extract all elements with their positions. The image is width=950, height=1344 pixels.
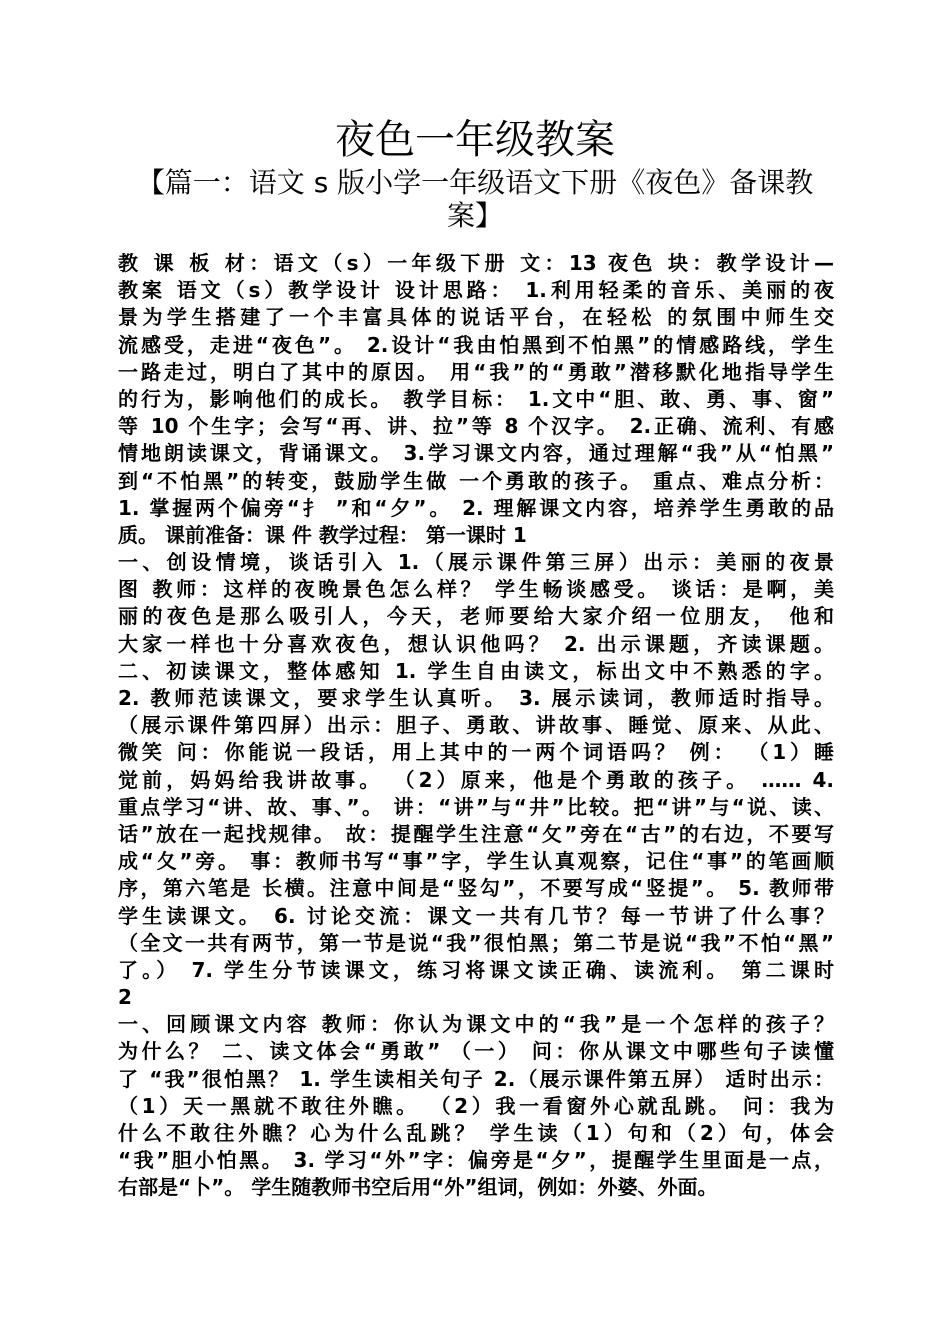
body-line: （1）天一黑就不敢往外瞧。 （2）我一看窗外心就乱跳。 问：我为: [118, 1093, 834, 1118]
body-line: 等 10 个生字；会写“再、讲、拉”等 8 个汉字。 2.正确、流利、有感: [118, 414, 834, 439]
body-line: 情地朗读课文，背诵课文。 3.学习课文内容，通过理解“我”从“怕黑”: [118, 441, 834, 466]
body-line: 的行为，影响他们的成长。 教学目标： 1.文中“胆、敢、勇、事、窗”: [118, 386, 834, 411]
body-line: 了 “我”很怕黑？ 1. 学生读相关句子 2.（展示课件第五屏） 适时出示：: [118, 1066, 834, 1091]
body-line: 一、回顾课文内容 教师：你认为课文中的“我”是一个怎样的孩子？: [118, 1012, 834, 1037]
body-line: 话”放在一起找规律。 故：提醒学生注意“攵”旁在“古”的右边，不要写: [118, 821, 834, 846]
body-line: 教案 语文（s）教学设计 设计思路： 1.利用轻柔的音乐、美丽的夜: [118, 278, 834, 303]
body-line: 1. 掌握两个偏旁“扌 ”和“夕”。 2. 理解课文内容，培养学生勇敢的品: [118, 495, 834, 520]
body-line: 二、初读课文，整体感知 1. 学生自由读文，标出文中不熟悉的字。: [118, 658, 834, 683]
body-line: 图 教师：这样的夜晚景色怎么样？ 学生畅谈感受。 谈话：是啊，美: [118, 577, 834, 602]
document-subtitle: [118, 166, 832, 232]
body-line: 2: [118, 985, 132, 1010]
body-line: 为什么？ 二、读文体会“勇敢” （一） 问：你从课文中哪些句子读懂: [118, 1039, 834, 1064]
document-body: [118, 250, 834, 1202]
body-line: 序，第六笔是 长横。注意中间是“竖勾”，不要写成“竖提”。 5. 教师带: [118, 876, 834, 901]
body-line: 大家一样也十分喜欢夜色，想认识他吗？ 2. 出示课题，齐读课题。: [118, 631, 834, 656]
body-line: 觉前，妈妈给我讲故事。 （2）原来，他是个勇敢的孩子。 …… 4.: [118, 767, 834, 792]
body-line: 一路走过，明白了其中的原因。 用“我”的“勇敢”潜移默化地指导学生: [118, 359, 834, 384]
body-line: “我”胆小怕黑。 3. 学习“外”字：偏旁是“夕”，提醒学生里面是一点，: [118, 1148, 834, 1173]
body-line: 丽的夜色是那么吸引人，今天，老师要给大家介绍一位朋友， 他和: [118, 604, 834, 629]
body-line: 景为学生搭建了一个丰富具体的说话平台，在轻松 的氛围中师生交: [118, 305, 834, 330]
subtitle-line: 案】: [446, 199, 503, 232]
document-title: 夜色一年级教案: [335, 117, 615, 163]
body-line: （展示课件第四屏）出示：胆子、勇敢、讲故事、睡觉、原来、从此、: [118, 713, 834, 738]
body-line: 学生读课文。 6. 讨论交流：课文一共有几节？每一节讲了什么事？: [118, 903, 834, 928]
body-line: 重点学习“讲、故、事、”。 讲：“讲”与“井”比较。把“讲”与“说、读、: [118, 794, 834, 819]
body-line: （全文一共有两节，第一节是说“我”很怕黑；第二节是说“我”不怕“黑”: [118, 930, 834, 955]
body-line: 一、创设情境，谈话引入 1.（展示课件第三屏）出示：美丽的夜景: [118, 550, 834, 575]
subtitle-line: 【篇一：语文 s 版小学一年级语文下册《夜色》备课教: [136, 166, 814, 199]
body-line: 2. 教师范读课文，要求学生认真听。 3. 展示读词，教师适时指导。: [118, 686, 834, 710]
body-line: 右部是“卜”。 学生随教师书空后用“外”组词，例如：外婆、外面。: [118, 1175, 718, 1200]
body-line: 到“不怕黑”的转变，鼓励学生做 一个勇敢的孩子。 重点、难点分析：: [118, 468, 834, 493]
body-line: 成“夂”旁。 事：教师书写“事”字，学生认真观察，记住“事”的笔画顺: [118, 849, 834, 874]
body-line: 微笑 问：你能说一段话，用上其中的一两个词语吗？ 例： （1）睡: [118, 740, 834, 765]
body-line: 了。） 7. 学生分节读课文，练习将课文读正确、读流利。 第二课时: [118, 957, 834, 982]
body-line: 什么不敢往外瞧？心为什么乱跳？ 学生读（1）句和（2）句，体会: [118, 1121, 834, 1145]
body-line: 教 课 板 材：语文（s）一年级下册 文：13 夜色 块：教学设计—: [118, 251, 834, 275]
body-line: 质。 课前准备：课 件 教学过程： 第一课时 1: [118, 522, 527, 547]
body-line: 流感受，走进“夜色”。 2.设计“我由怕黑到不怕黑”的情感路线，学生: [118, 332, 834, 357]
